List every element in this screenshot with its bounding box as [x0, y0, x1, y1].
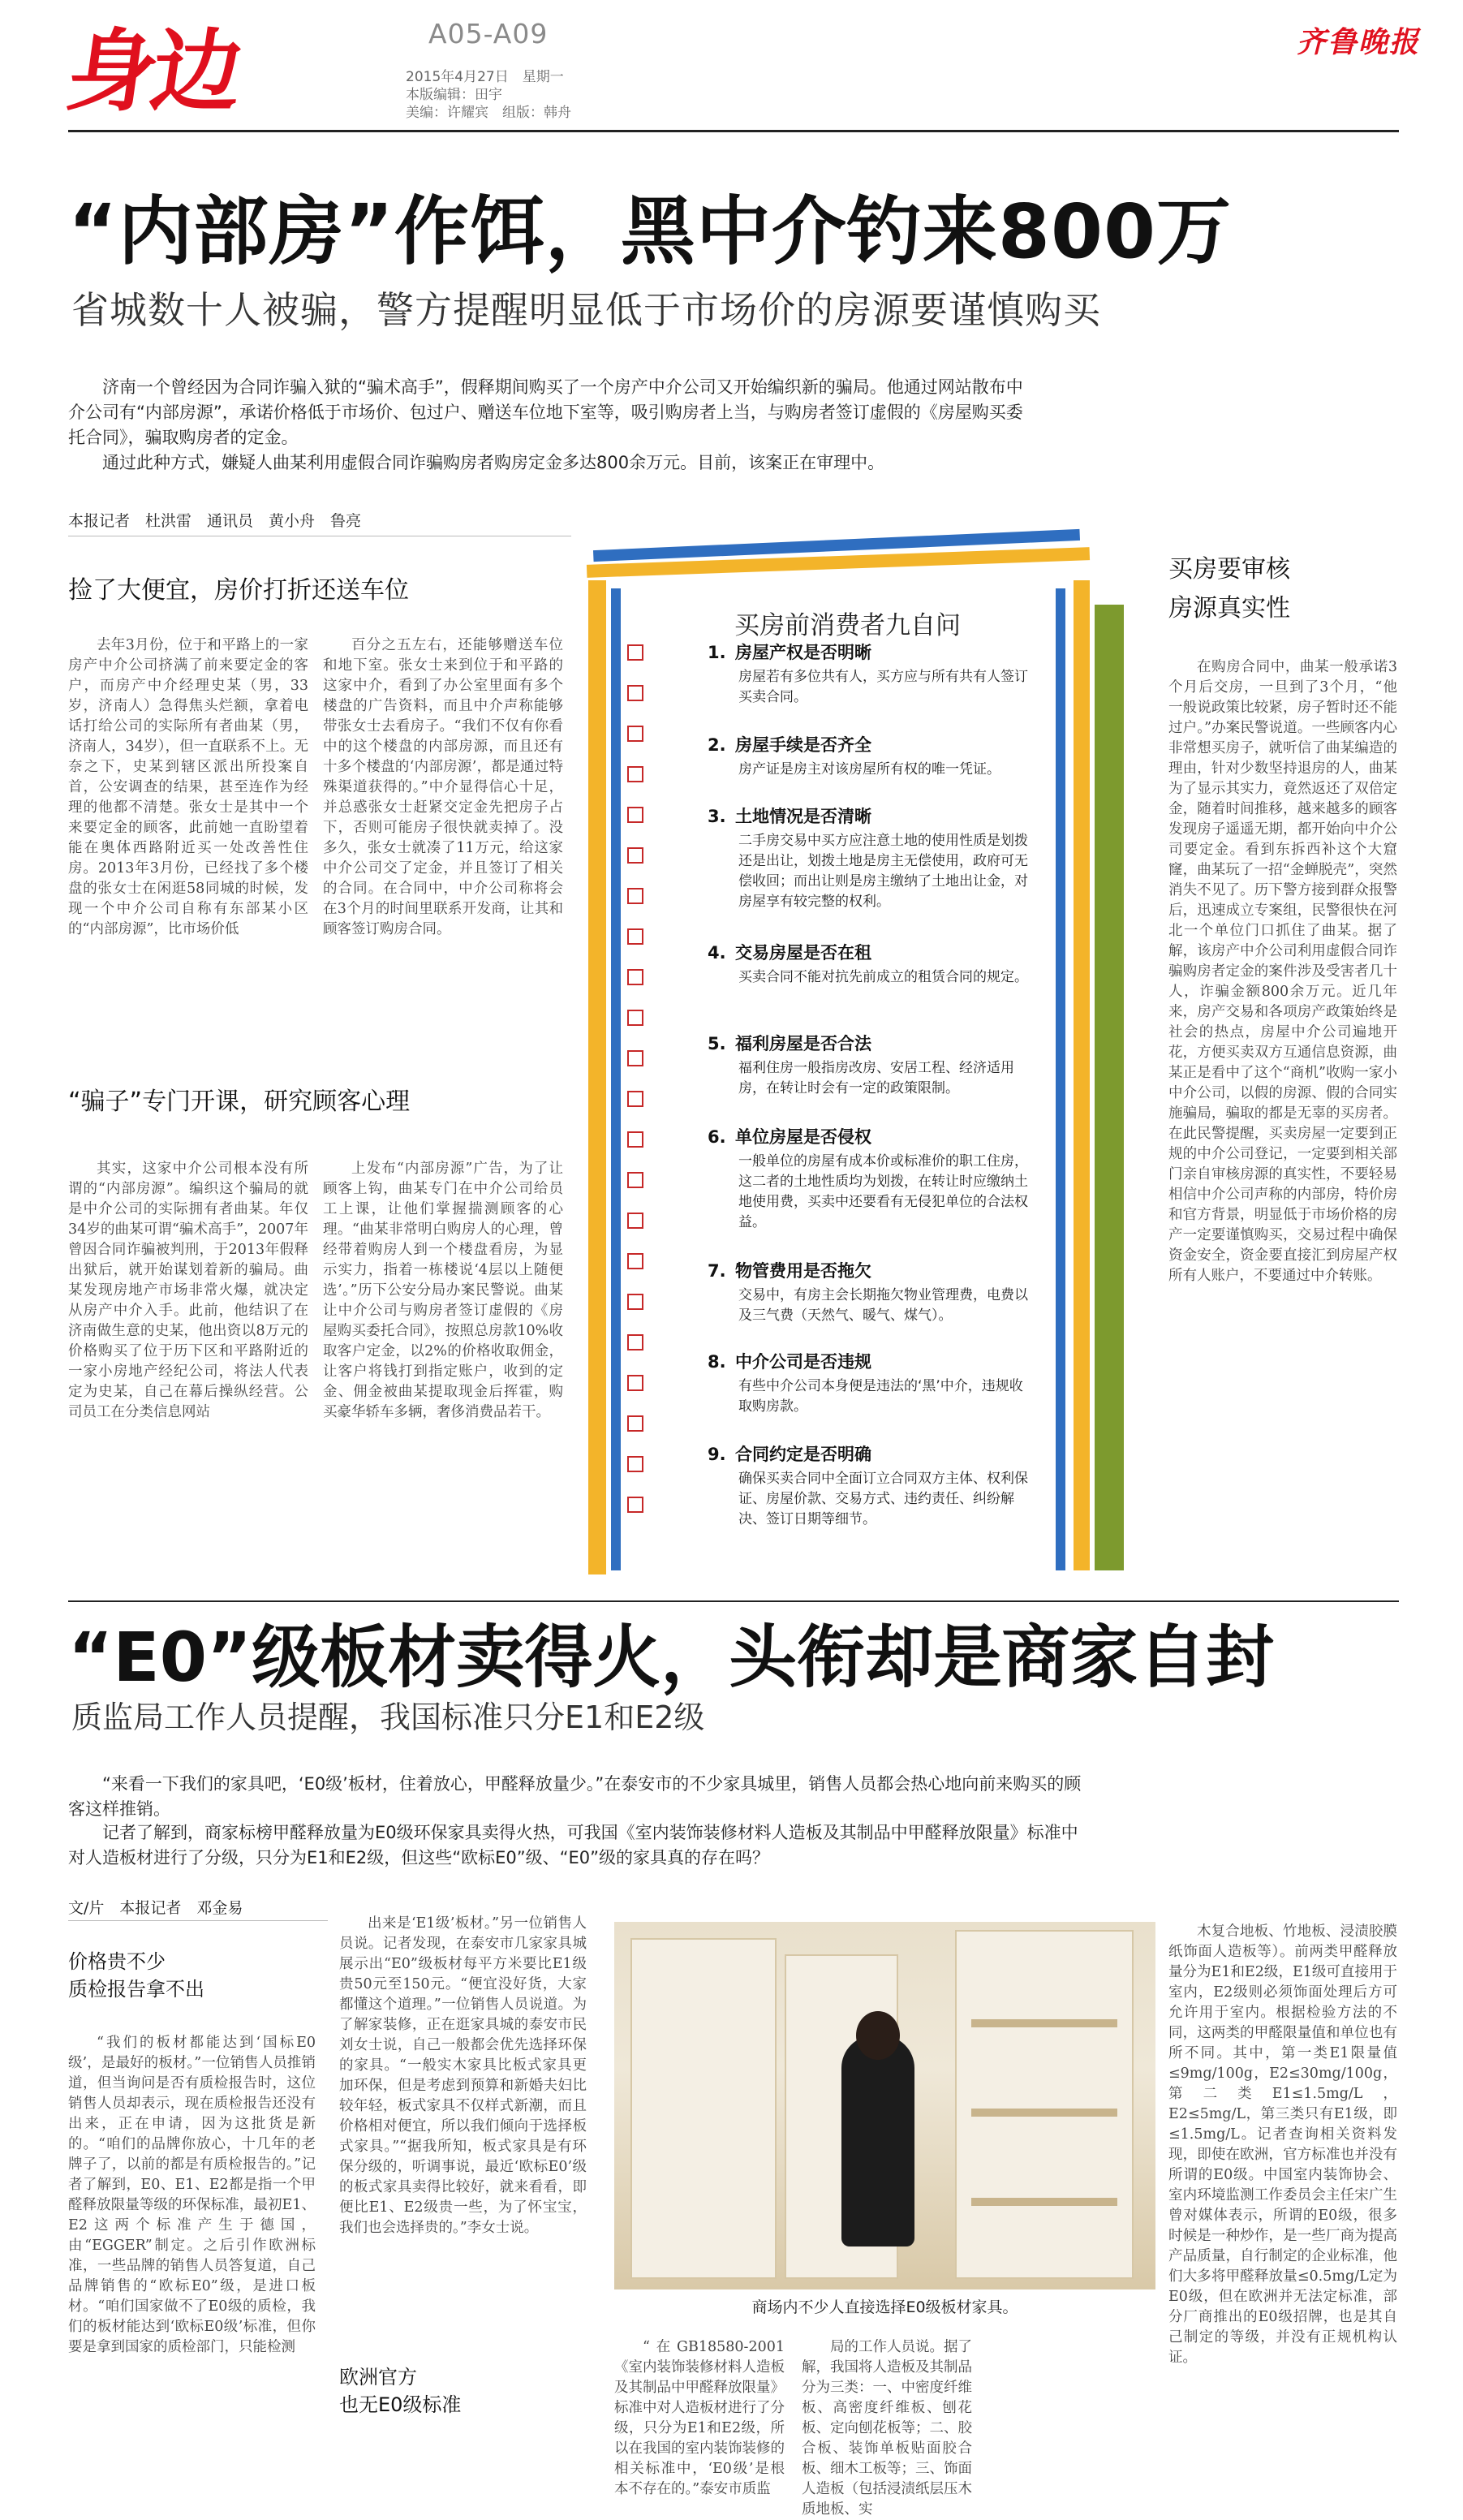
header-divider	[68, 130, 1399, 132]
checklist-item-number: 3.	[708, 807, 726, 826]
checklist-item-number: 7.	[708, 1261, 726, 1281]
checklist-item	[708, 1124, 1032, 1233]
box-right-blue	[1056, 588, 1065, 1570]
checklist-item-number: 2.	[708, 735, 726, 755]
box-right-yellow	[1074, 580, 1090, 1570]
checklist-item-body: 一般单位的房屋有成本价或标准价的职工住房，这二者的土地性质均为划拨，在转让时应缴纳土地使用费，买卖中还要看有无侵犯单位的合法权益。	[738, 1153, 1028, 1230]
checklist-item	[708, 732, 1032, 780]
story2-column5: 木复合地板、竹地板、浸渍胶膜纸饰面人造板等）。前两类甲醛释放量分为E1和E2级，E1级可直接用于室内，E2级则必须饰面处理后方可允许用于室内。根据检验方法的不同，这两类的甲醛限量值和单位也有所不同。其中，第一类E1限量值≤9mg/100g，E2≤30mg/100g，第二类E1≤1.5mg/L，E2≤5mg/L，第三类只有E1级，即≤1.5mg/L。记者查询相关资料发现，即使在欧洲，官方标准也并没有所谓的E0级。中国室内装饰协会、室内环境监测工作委员会主任宋广生曾对媒体表示，所谓的E0级，很多时候是一种炒作，是一些厂商为提高产品质量，自行制定的企业标准，他们大多将甲醛释放量≤0.5mg/L定为E0级，但在欧洲并无法定标准，部分厂商推出的E0级招牌，也是其自己制定的等级，并没有正规机构认证。	[1168, 1923, 1397, 2366]
checklist-item-number: 9.	[708, 1445, 726, 1464]
photo-shelf	[971, 2019, 1117, 2027]
story2-column4: 局的工作人员说。据了解，我国将人造板及其制品分为三类：一、中密度纤维板、高密度纤维板、刨花板、定向刨花板等；二、胶合板、装饰单板贴面胶合板、细木工板等；三、饰面人造板（包括浸渍纸层压木质地板、实	[802, 2339, 972, 2518]
checklist-item-body: 买卖合同不能对抗先前成立的租赁合同的规定。	[738, 969, 1028, 985]
box-left-yellow	[588, 580, 606, 1574]
checklist-item-title: 福利房屋是否合法	[735, 1034, 871, 1053]
checklist-item-number: 4.	[708, 943, 726, 963]
checklist-item-body: 福利住房一般指房改房、安居工程、经济适用房，在转让时会有一定的政策限制。	[738, 1060, 1014, 1096]
checklist-item-body: 二手房交易中买方应注意土地的使用性质是划拨还是出让，划拨土地是房主无偿使用，政府可无偿收回；而出让则是房主缴纳了土地出让金，对房屋享有较完整的权利。	[738, 833, 1028, 910]
story2-section2-heading-line2: 也无E0级标准	[339, 2393, 462, 2416]
story2-section2-heading	[339, 2363, 461, 2419]
story1-headline: “内部房”作饵，黑中介钓来800万	[68, 188, 1232, 275]
checklist-item-title: 房屋产权是否明晰	[735, 643, 871, 662]
checklist-item	[708, 803, 1032, 912]
story1-section3-heading	[1168, 550, 1290, 628]
checklist-item-body: 房屋若有多位共有人，买方应与所有共有人签订买卖合同。	[738, 669, 1028, 705]
checklist-item	[708, 1031, 1032, 1099]
photo-shelf	[971, 2198, 1117, 2206]
story2-section1-heading-line1: 价格贵不少	[68, 1950, 166, 1973]
story2-column2: 出来是‘E1级’板材。”另一位销售人员说。记者发现，在泰安市几家家具城展示出“E0”级板材每平方米要比E1级贵50元至150元。“便宜没好货，大家都懂这个道理。”一位销售人员说道。为了解家装修，正在逛家具城的泰安市民刘女士说，自己一般都会优先选择环保的家具。“一般实木家具比板式家具更加环保，但是考虑到预算和新婚夫妇比较年轻，板式家具不仅样式新潮，而且价格相对便宜，所以我们倾向于选择板式家具。”“据我所知，板式家具是有环保分级的，听调事说，最近‘欧标E0’级的板式家具卖得比较好，就来看看，即便比E1、E2级贵一些，为了怀宝宝，我们也会选择贵的。”李女士说。	[339, 1915, 587, 2236]
checklist-item-title: 中介公司是否违规	[735, 1352, 871, 1372]
story-divider	[68, 1600, 1399, 1602]
story1-section3-heading-line1: 买房要审核	[1168, 555, 1290, 584]
story1-section3-heading-line2: 房源真实性	[1168, 594, 1290, 622]
checklist-item-number: 1.	[708, 643, 726, 662]
story1-section2-heading: “骗子”专门开课，研究顾客心理	[68, 1088, 411, 1116]
story2-lead-paragraph: “来看一下我们的家具吧，‘E0级’板材，住着放心，甲醛释放量少。”在泰安市的不少家具城里，销售人员都会热心地向前来购买的顾客这样推销。	[68, 1774, 1082, 1819]
story2-byline: 文/片 本报记者 邓金易	[68, 1899, 243, 1917]
checklist-item-title: 合同约定是否明确	[735, 1445, 871, 1464]
design-credit: 美编：许耀宾 组版：韩舟	[406, 105, 571, 121]
photo-cabinet	[630, 1938, 777, 2279]
photo-shelf	[971, 2109, 1117, 2117]
story1-section2-column2: 上发布“内部房源”广告，为了让顾客上钩，曲某专门在中介公司给员工上课，让他们掌握揣测顾客的心理。“曲某非常明白购房人的心理，曾经带着购房人到一个楼盘看房，为显示实力，指着一栋楼说‘4层以上随便选’。”历下公安分局办案民警说。曲某让中介公司与购房者签订虚假的《房屋购买委托合同》，按照总房款10%收取客户定金，以2%的价格收取佣金，让客户将钱打到指定账户，收到的定金、佣金被曲某提取现金后挥霍，购买豪华轿车多辆，奢侈消费品若干。	[323, 1161, 563, 1420]
editor-credit: 本版编辑：田宇	[406, 87, 502, 103]
story2-subhead: 质监局工作人员提醒，我国标准只分E1和E2级	[71, 1699, 705, 1735]
story1-byline: 本报记者 杜洪雷 通讯员 黄小舟 鲁亮	[68, 512, 362, 530]
photo-cabinet	[955, 1930, 1134, 2279]
story1-lead-paragraph-2: 通过此种方式，嫌疑人曲某利用虚假合同诈骗购房者购房定金多达800余万元。目前，该案正在审理中。	[102, 453, 885, 472]
checklist-item	[708, 640, 1032, 708]
checklist-item-title: 房屋手续是否齐全	[735, 735, 871, 755]
story1-section1-column2: 百分之五左右，还能够赠送车位和地下室。张女士来到位于和平路的这家中介，看到了办公室里面有多个楼盘的广告资料，而且中介声称能够带张女士去看房子。“我们不仅有你看中的这个楼盘的内部房源，而且还有十多个楼盘的‘内部房源’，都是通过特殊渠道获得的。”中介显得信心十足，并总惑张女士赶紧交定金先把房子占下，否则可能房子很快就卖掉了。没多久，张女士就凑了11万元，给这家中介公司交了定金，并且签订了相关的合同。在合同中，中介公司称将会在3个月的时间里联系开发商，让其和顾客签订购房合同。	[323, 637, 563, 937]
story1-section3-column: 在购房合同中，曲某一般承诺3个月后交房，一旦到了3个月，“他一般说政策比较紧，房子暂时还不能过户。”办案民警说道。一些顾客内心非常想买房子，就听信了曲某编造的理由，针对少数坚持退房的人，曲某为了显示其实力，竟然返还了双倍定金，随着时间推移，越来越多的顾客发现房子遥遥无期，都开始向中介公司要定金。看到东拆西补这个大窟窿，曲某玩了一招“金蝉脱壳”，突然消失不见了。历下警方接到群众报警后，迅速成立专案组，民警很快在河北一个单位门口抓住了曲某。据了解，该房产中介公司利用虚假合同诈骗购房者定金的案件涉及受害者几十人，诈骗金额800余万元。近几年来，房产交易和各项房产政策始终是社会的热点，房屋中介公司遍地开花，方便买卖双方互通信息资源，曲某正是看中了这个“商机”收购一家小中介公司，以假的房源、假的合同实施骗局，骗取的都是无辜的买房者。在此民警提醒，买卖房屋一定要到正规的中介公司登记，一定要到相关部门亲自审核房源的真实性，不要轻易相信中介公司声称的内部房，特价房和官方背景，明显低于市场价格的房产一定要谨慎购买，交易过程中确保资金安全，资金要直接汇到房屋产权所有人账户，不要通过中介转账。	[1168, 659, 1397, 1284]
story2-section1-heading-line2: 质检报告拿不出	[68, 1978, 204, 2001]
checkbox-column	[626, 637, 647, 1546]
newspaper-masthead: 齐鲁晚报	[1297, 25, 1421, 59]
checklist-item-number: 5.	[708, 1034, 726, 1053]
checklist-item-title: 单位房屋是否侵权	[735, 1127, 871, 1147]
checklist-item	[708, 1349, 1032, 1417]
furniture-store-photo	[614, 1922, 1155, 2290]
checklist-item-body: 房产证是房主对该房屋所有权的唯一凭证。	[738, 761, 1000, 778]
story1-lead-paragraph: 济南一个曾经因为合同诈骗入狱的“骗术高手”，假释期间购买了一个房产中介公司又开始编织新的骗局。他通过网站散布中介公司有“内部房源”，承诺价格低于市场价、包过户、赠送车位地下室等，吸引购房者上当，与购房者签订虚假的《房屋购买委托合同》，骗取购房者的定金。	[68, 377, 1023, 447]
photo-shopper-head	[856, 2011, 900, 2060]
story2-section1-heading	[68, 1948, 204, 2003]
story1-section2-column1: 其实，这家中介公司根本没有所谓的“内部房源”。编织这个骗局的就是中介公司的实际拥有者曲某。年仅34岁的曲某可谓“骗术高手”，2007年曾因合同诈骗被判刑，于2013年假释出狱后，就开始谋划着新的骗局。曲某发现房地产市场非常火爆，就决定从房产中介入手。此前，他结识了在济南做生意的史某，他出资以8万元的价格购买了位于历下区和平路附近的一家小房地产经纪公司，将法人代表定为史某，自己在幕后操纵经营。公司员工在分类信息网站	[68, 1161, 308, 1420]
story2-headline: “E0”级板材卖得火，头衔却是商家自封	[68, 1618, 1275, 1697]
checklist-item	[708, 1258, 1032, 1326]
story2-lead-paragraph-2: 记者了解到，商家标榜甲醛释放量为E0级环保家具卖得火热，可我国《室内装饰装修材料人造板及其制品中甲醛释放限量》标准中对人造板材进行了分级，只分为E1和E2级，但这些“欧标E0”级、“E0”级的家具真的存在吗？	[68, 1823, 1078, 1867]
checklist-item-title: 物管费用是否拖欠	[735, 1261, 871, 1281]
story1-subhead: 省城数十人被骗，警方提醒明显低于市场价的房源要谨慎购买	[71, 288, 1101, 332]
box-left-blue	[611, 588, 621, 1570]
story1-section1-column1: 去年3月份，位于和平路上的一家房产中介公司挤满了前来要定金的客户，而房产中介经理史某（男，33岁，济南人）急得焦头烂额，拿着电话打给公司的实际所有者曲某（男，济南人，34岁），但一直联系不上。无奈之下，史某到辖区派出所投案自首，公安调查的结果，甚至连作为经理的他都不清楚。张女士是其中一个来要定金的顾客，此前她一直盼望着能在奥体西路附近买一处改善性住房。2013年3月份，已经找了多个楼盘的张女士在闲逛58同城的时候，发现一个中介公司自称有东部某小区的“内部房源”，比市场价低	[68, 637, 308, 937]
story2-column1: “我们的板材都能达到‘国标E0级’，是最好的板材。”一位销售人员推销道，但当询问是否有质检报告时，这位销售人员却表示，现在质检报告还没有出来，正在申请，因为这批货是新的。“咱们的品牌你放心，十几年的老牌子了，以前的都是有质检报告的。”记者了解到，E0、E1、E2都是指一个甲醛释放限量等级的环保标准，最初E1、E2这两个标准产生于德国，由“EGGER”制定。之后引作欧洲标准，一些品牌的销售人员答复道，自己品牌销售的“欧标E0”级，是进口板材。“咱们国家做不了E0级的质检，我们的板材能达到‘欧标E0级’标准，但你要是拿到国家的质检部门，只能检测	[68, 2035, 316, 2355]
photo-shopper	[841, 2035, 914, 2246]
checklist-item-body: 交易中，有房主会长期拖欠物业管理费，电费以及三气费（天然气、暖气、煤气）。	[738, 1287, 1028, 1324]
story2-column3: “在GB18580-2001《室内装饰装修材料人造板及其制品中甲醛释放限量》标准中对人造板材进行了分级，只分为E1和E2级，所以在我国的室内装饰装修的相关标准中，‘E0级’是根本不存在的。”泰安市质监	[614, 2339, 785, 2497]
checklist-item-body: 确保买卖合同中全面订立合同双方主体、权利保证、房屋价款、交易方式、违约责任、纠纷解决、签订日期等细节。	[738, 1471, 1028, 1527]
photo-caption: 商场内不少人直接选择E0级板材家具。	[614, 2290, 1155, 2325]
box-right-green	[1095, 605, 1124, 1570]
byline-rule	[68, 1920, 328, 1921]
publish-date: 2015年4月27日 星期一	[406, 69, 564, 85]
checklist-item-title: 交易房屋是否在租	[735, 943, 871, 963]
checklist-item-title: 土地情况是否清晰	[735, 807, 871, 826]
page-range: A05-A09	[428, 18, 549, 50]
story1-section1-heading: 捡了大便宜，房价打折还送车位	[68, 576, 409, 605]
checklist-item	[708, 1441, 1032, 1530]
checklist-item	[708, 940, 1032, 988]
section-logo: 身边	[61, 19, 244, 123]
checklist-item-number: 6.	[708, 1127, 726, 1147]
story2-section2-heading-line1: 欧洲官方	[339, 2366, 417, 2389]
checklist-title: 买房前消费者九自问	[734, 611, 961, 640]
checklist-item-body: 有些中介公司本身便是违法的‘黑’中介，违规收取购房款。	[738, 1378, 1023, 1415]
checklist-item-number: 8.	[708, 1352, 726, 1372]
